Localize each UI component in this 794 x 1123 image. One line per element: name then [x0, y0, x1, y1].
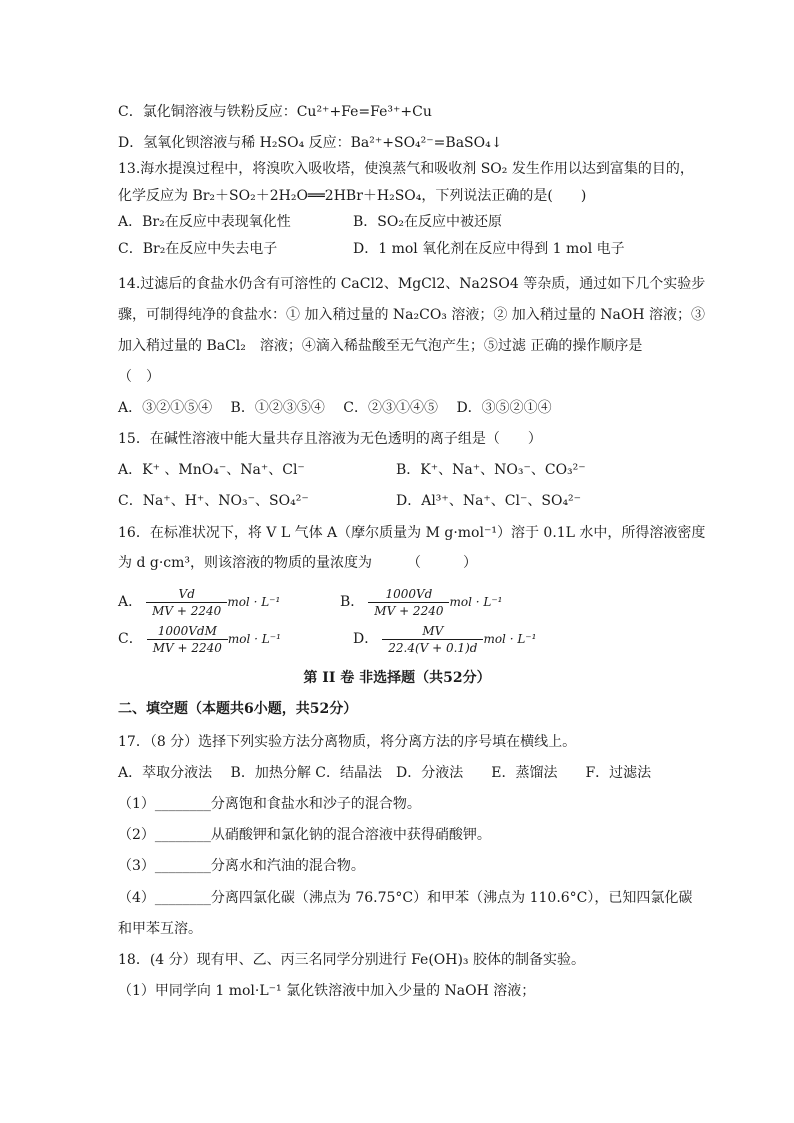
q16-option-a [118, 582, 280, 622]
q16-option-d-fraction [382, 623, 483, 656]
q16-option-a-fraction [146, 586, 227, 619]
unit: mol · L⁻¹ [227, 595, 281, 609]
unit: mol · L⁻¹ [449, 595, 503, 609]
fraction-denominator: MV + 2240 [146, 602, 227, 619]
q13-option-a: A．Br₂在反应中表现氧化性 [118, 214, 291, 230]
q16-option-d [353, 619, 536, 659]
q16-option-c [118, 619, 281, 659]
q13-option-b: B．SO₂在反应中被还原 [353, 214, 502, 230]
fraction-denominator: MV + 2240 [368, 602, 449, 619]
q13-stem-line1: 13.海水提溴过程中，将溴吹入吸收塔，使溴蒸气和吸收剂 SO₂ 发生作用以达到富集的目的， [118, 161, 694, 177]
q14-options: A．③②①⑤④ B．①②③⑤④ C．②③①④⑤ D．③⑤②①④ [118, 400, 552, 416]
q18-stem: 18．(4 分）现有甲、乙、丙三名同学分别进行 Fe(OH)₃ 胶体的制备实验。 [118, 952, 585, 968]
section-2-heading: 二、填空题（本题共6小题，共52分） [118, 701, 358, 717]
q16-stem-line2: 为 d g·cm³，则该溶液的物质的量浓度为 （ ） [118, 555, 478, 571]
q15-option-b: B．K⁺、Na⁺、NO₃⁻、CO₃²⁻ [396, 462, 586, 478]
q16-stem-line1: 16．在标准状况下，将 V L 气体 A（摩尔质量为 M g·mol⁻¹）溶于 0.1L 水中，所得溶液密度 [118, 525, 706, 541]
q16-option-b [340, 582, 502, 622]
fraction-numerator: 1000Vd [385, 586, 433, 601]
q15-option-d: D．Al³⁺、Na⁺、Cl⁻、SO₄²⁻ [396, 493, 582, 509]
q16-option-b-label: B． [340, 594, 365, 610]
q17-stem: 17．（8 分）选择下列实验方法分离物质，将分离方法的序号填在横线上。 [118, 734, 577, 750]
fraction-numerator: MV [422, 623, 444, 638]
section-2-title: 第 II 卷 非选择题（共52分） [303, 670, 491, 686]
q17-options: A．萃取分液法 B．加热分解 C．结晶法 D．分液法 E．蒸馏法 F．过滤法 [118, 765, 652, 781]
q18-part-1: （1）甲同学向 1 mol·L⁻¹ 氯化铁溶液中加入少量的 NaOH 溶液； [118, 983, 536, 999]
q12-option-c: C．氯化铜溶液与铁粉反应：Cu²⁺+Fe=Fe³⁺+Cu [118, 104, 432, 120]
q17-part-4-line1: （4）________分离四氯化碳（沸点为 76.75°C）和甲苯（沸点为 110.6°C），已知四氯化碳 [118, 890, 693, 906]
q13-option-d: D．1 mol 氧化剂在反应中得到 1 mol 电子 [353, 241, 625, 257]
q13-option-c: C．Br₂在反应中失去电子 [118, 241, 278, 257]
q12-option-d: D．氢氧化钡溶液与稀 H₂SO₄ 反应：Ba²⁺+SO₄²⁻=BaSO₄↓ [118, 135, 503, 151]
q16-option-a-label: A． [118, 594, 143, 610]
q16-option-d-label: D． [353, 631, 379, 647]
fraction-denominator: MV + 2240 [147, 639, 228, 656]
unit: mol · L⁻¹ [227, 632, 281, 646]
fraction-numerator: Vd [178, 586, 195, 601]
q15-option-c: C．Na⁺、H⁺、NO₃⁻、SO₄²⁻ [118, 493, 309, 509]
q16-option-c-label: C． [118, 631, 143, 647]
q17-part-4-line2: 和甲苯互溶。 [118, 921, 202, 937]
unit: mol · L⁻¹ [483, 632, 537, 646]
q14-stem-line3: 加入稍过量的 BaCl₂ 溶液；④滴入稀盐酸至无气泡产生；⑤过滤 正确的操作顺序是 [118, 338, 643, 354]
fraction-numerator: 1000VdM [157, 623, 217, 638]
q14-answer-blank: （ ） [118, 369, 160, 385]
q17-part-2: （2）________从硝酸钾和氯化钠的混合溶液中获得硝酸钾。 [118, 827, 491, 843]
q14-stem-line2: 骤，可制得纯净的食盐水：① 加入稍过量的 Na₂CO₃ 溶液；② 加入稍过量的 NaOH 溶液；③ [118, 307, 705, 323]
q17-part-3: （3）________分离水和汽油的混合物。 [118, 858, 365, 874]
q16-option-b-fraction [368, 586, 449, 619]
q15-stem: 15．在碱性溶液中能大量共存且溶液为无色透明的离子组是（ ） [118, 431, 542, 447]
q16-option-c-fraction [147, 623, 228, 656]
q15-option-a: A．K⁺ 、MnO₄⁻、Na⁺、Cl⁻ [118, 462, 305, 478]
q17-part-1: （1）________分离饱和食盐水和沙子的混合物。 [118, 796, 421, 812]
fraction-denominator: 22.4(V + 0.1)d [382, 639, 483, 656]
q13-stem-line2: 化学反应为 Br₂＋SO₂＋2H₂O══2HBr＋H₂SO₄，下列说法正确的是( ) [118, 188, 587, 204]
q14-stem-line1: 14.过滤后的食盐水仍含有可溶性的 CaCl2、MgCl2、Na2SO4 等杂质，通过如下几个实验步 [118, 276, 706, 292]
